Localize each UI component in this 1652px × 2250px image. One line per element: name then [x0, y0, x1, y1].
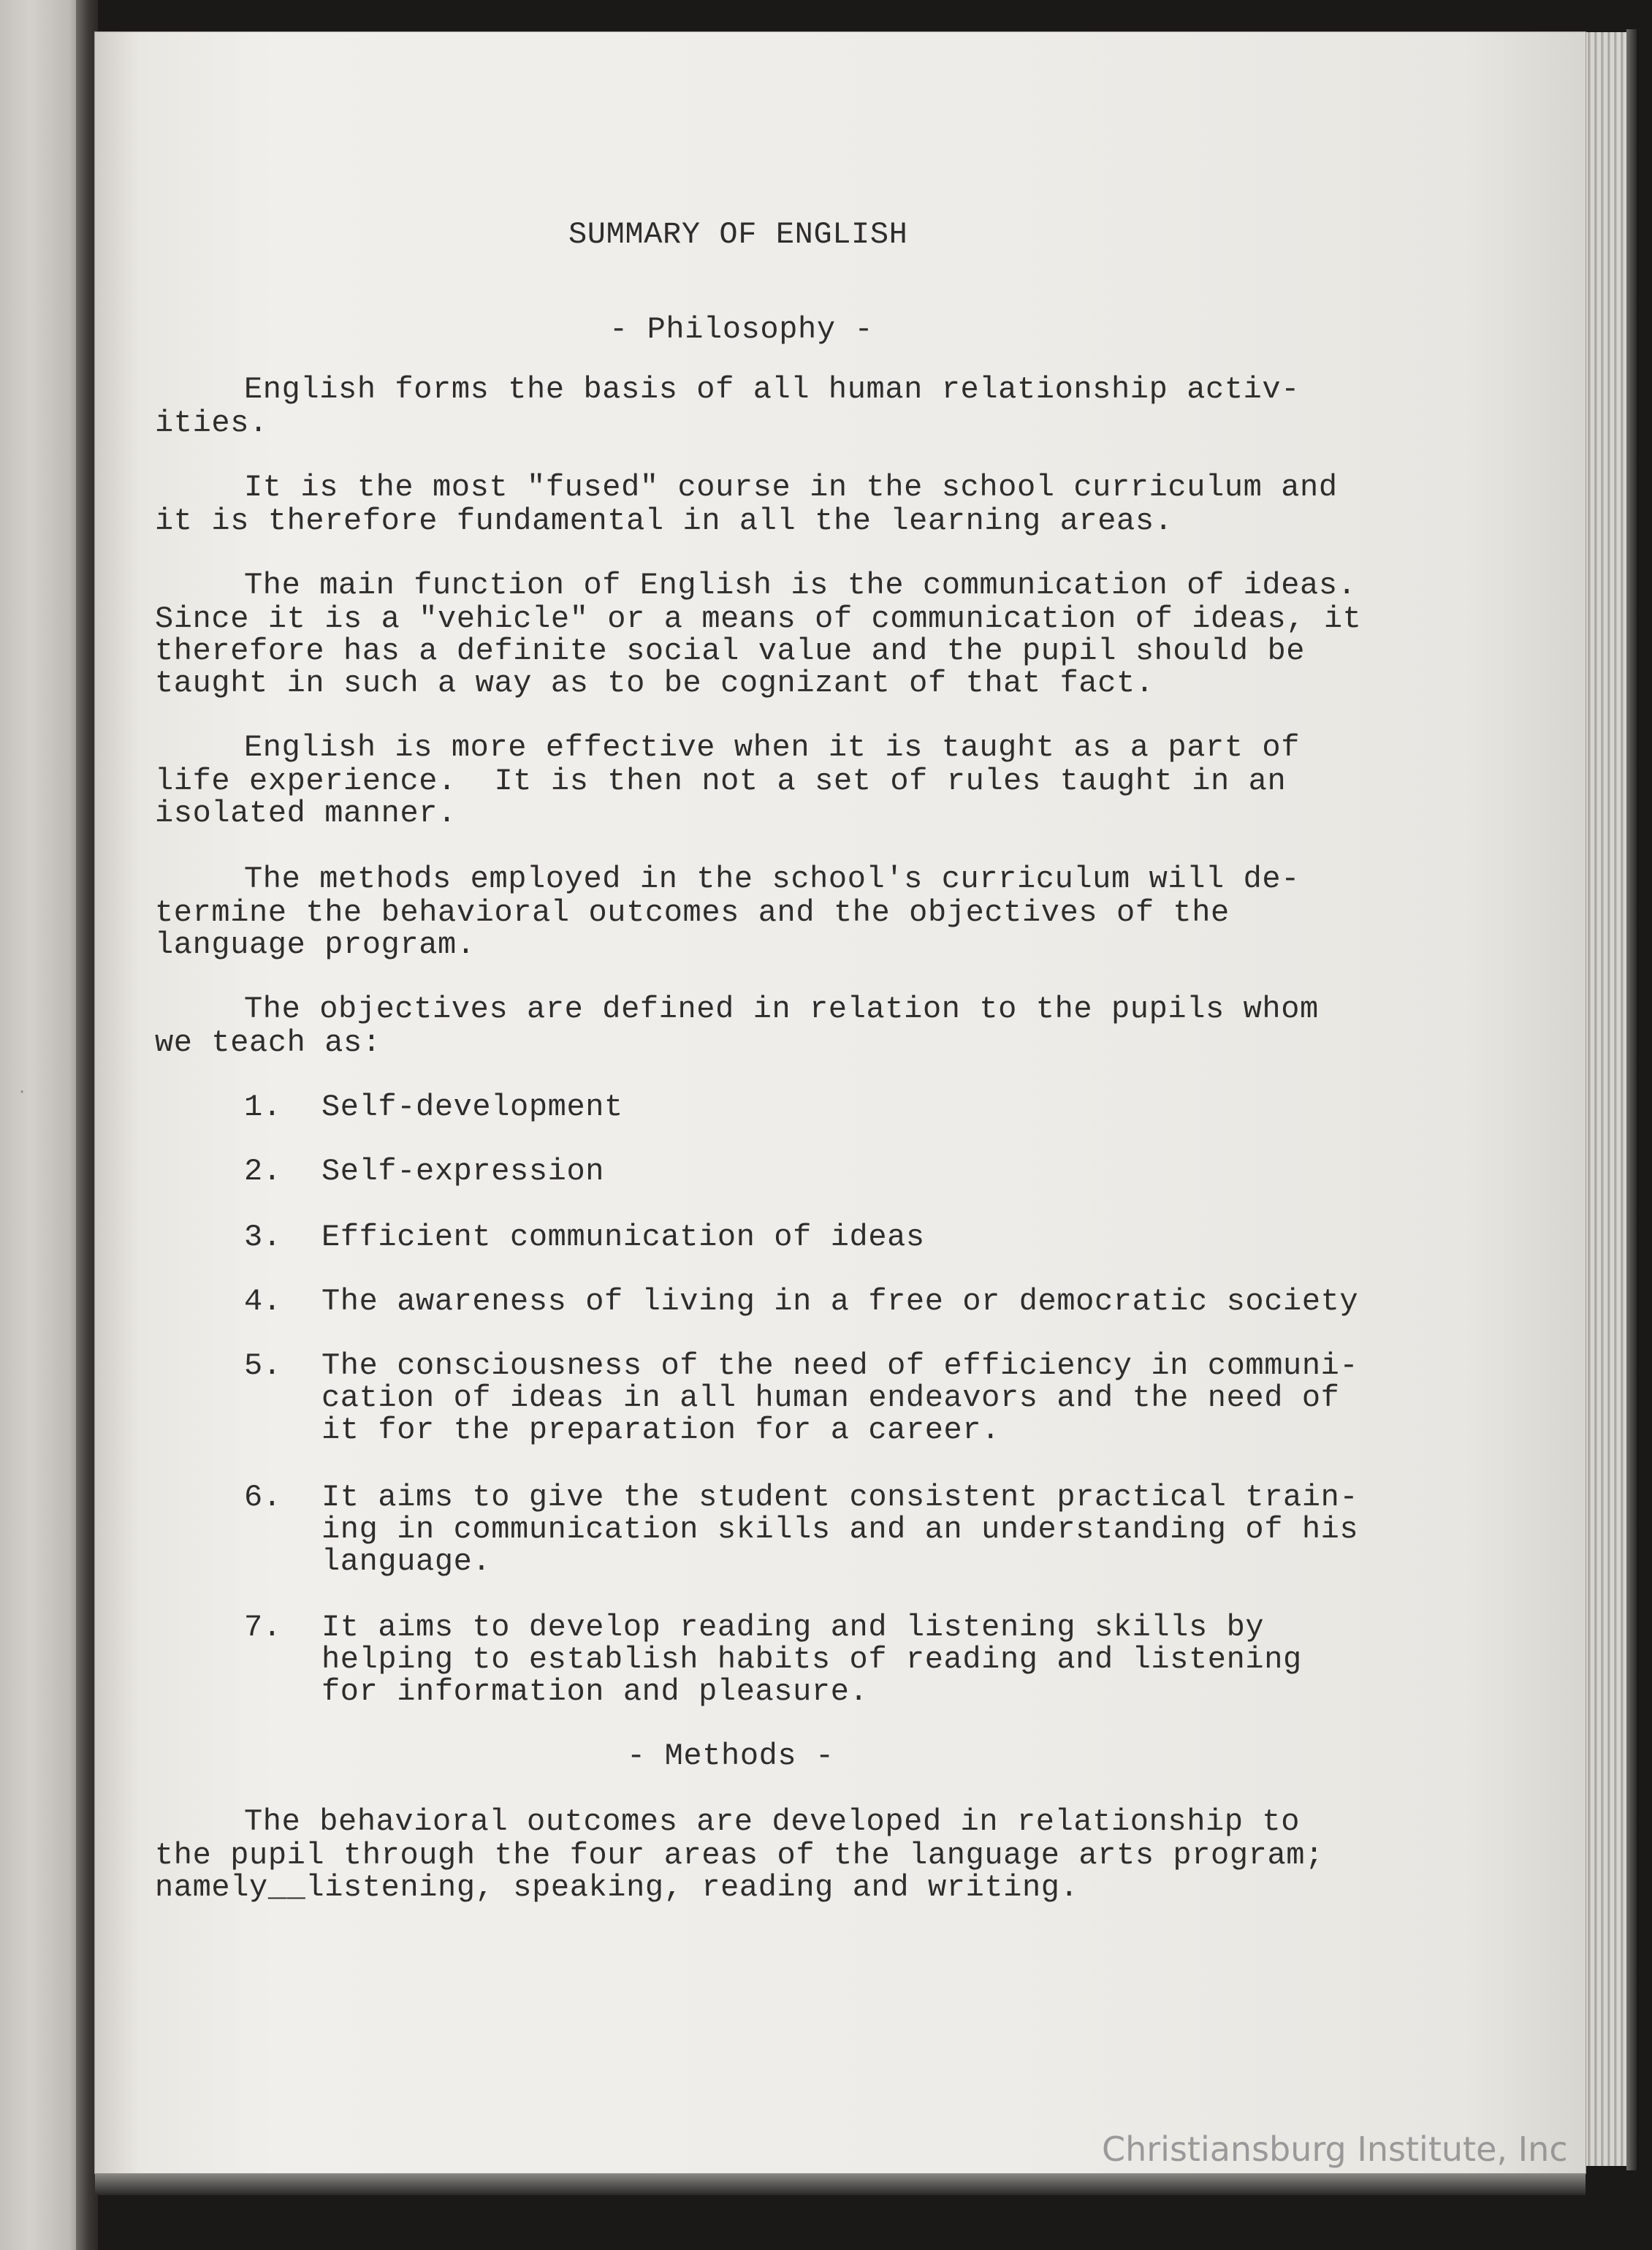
paragraph-line: termine the behavioral outcomes and the objectives of the: [155, 895, 1230, 930]
paragraph-line: The objectives are defined in relation to the pupils whom: [244, 992, 1319, 1027]
margin-smudge: ·: [19, 1082, 26, 1103]
objective-text: The awareness of living in a free or democratic society: [321, 1284, 1359, 1319]
objective-number: 6.: [244, 1480, 282, 1515]
paragraph-line: The methods employed in the school's curriculum will de-: [244, 862, 1301, 897]
paragraph-line: namely__listening, speaking, reading and writing.: [155, 1870, 1079, 1905]
watermark-text: Christiansburg Institute, Inc: [1102, 2129, 1568, 2169]
objective-text: it for the preparation for a career.: [321, 1413, 1000, 1448]
objective-text: The consciousness of the need of efficiency in communi-: [321, 1348, 1359, 1383]
paragraph-line: it is therefore fundamental in all the learning areas.: [155, 503, 1173, 539]
objective-text: helping to establish habits of reading and listening: [321, 1642, 1302, 1677]
objective-text: Self-expression: [321, 1154, 605, 1189]
paragraph-line: English forms the basis of all human relationship activ-: [244, 372, 1301, 407]
paragraph-line: The behavioral outcomes are developed in relationship to: [244, 1804, 1301, 1839]
objective-number: 7.: [244, 1610, 282, 1645]
paragraph-line: life experience. It is then not a set of rules taught in an: [155, 764, 1287, 799]
paragraph-line: Since it is a "vehicle" or a means of communication of ideas, it: [155, 601, 1362, 636]
paragraph-line: the pupil through the four areas of the language arts program;: [155, 1838, 1324, 1873]
paragraph-line: ities.: [155, 406, 268, 441]
objective-text: Self-development: [321, 1090, 623, 1125]
objective-text: Efficient communication of ideas: [321, 1220, 925, 1255]
document-title: SUMMARY OF ENGLISH: [568, 217, 908, 252]
objective-text: language.: [321, 1544, 492, 1579]
paragraph-line: The main function of English is the communication of ideas.: [244, 568, 1357, 603]
paragraph-line: English is more effective when it is taught as a part of: [244, 730, 1301, 765]
paragraph-line: therefore has a definite social value and the pupil should be: [155, 634, 1306, 669]
objective-text: ing in communication skills and an understanding of his: [321, 1512, 1359, 1547]
paragraph-line: taught in such a way as to be cognizant of that fact.: [155, 666, 1154, 701]
objective-text: It aims to give the student consistent practical train-: [321, 1480, 1359, 1515]
objective-number: 2.: [244, 1154, 282, 1189]
objective-number: 3.: [244, 1220, 282, 1255]
objective-number: 1.: [244, 1090, 282, 1125]
paragraph-line: language program.: [155, 927, 476, 962]
methods-heading: - Methods -: [627, 1738, 834, 1774]
objective-text: It aims to develop reading and listening skills by: [321, 1610, 1265, 1645]
paragraph-line: we teach as:: [155, 1025, 381, 1060]
objective-text: cation of ideas in all human endeavors and the need of: [321, 1380, 1340, 1415]
philosophy-heading: - Philosophy -: [609, 312, 874, 347]
paragraph-line: It is the most "fused" course in the school curriculum and: [244, 470, 1338, 505]
paragraph-line: isolated manner.: [155, 796, 457, 831]
objective-text: for information and pleasure.: [321, 1674, 869, 1709]
objective-number: 5.: [244, 1348, 282, 1383]
objective-number: 4.: [244, 1284, 282, 1319]
